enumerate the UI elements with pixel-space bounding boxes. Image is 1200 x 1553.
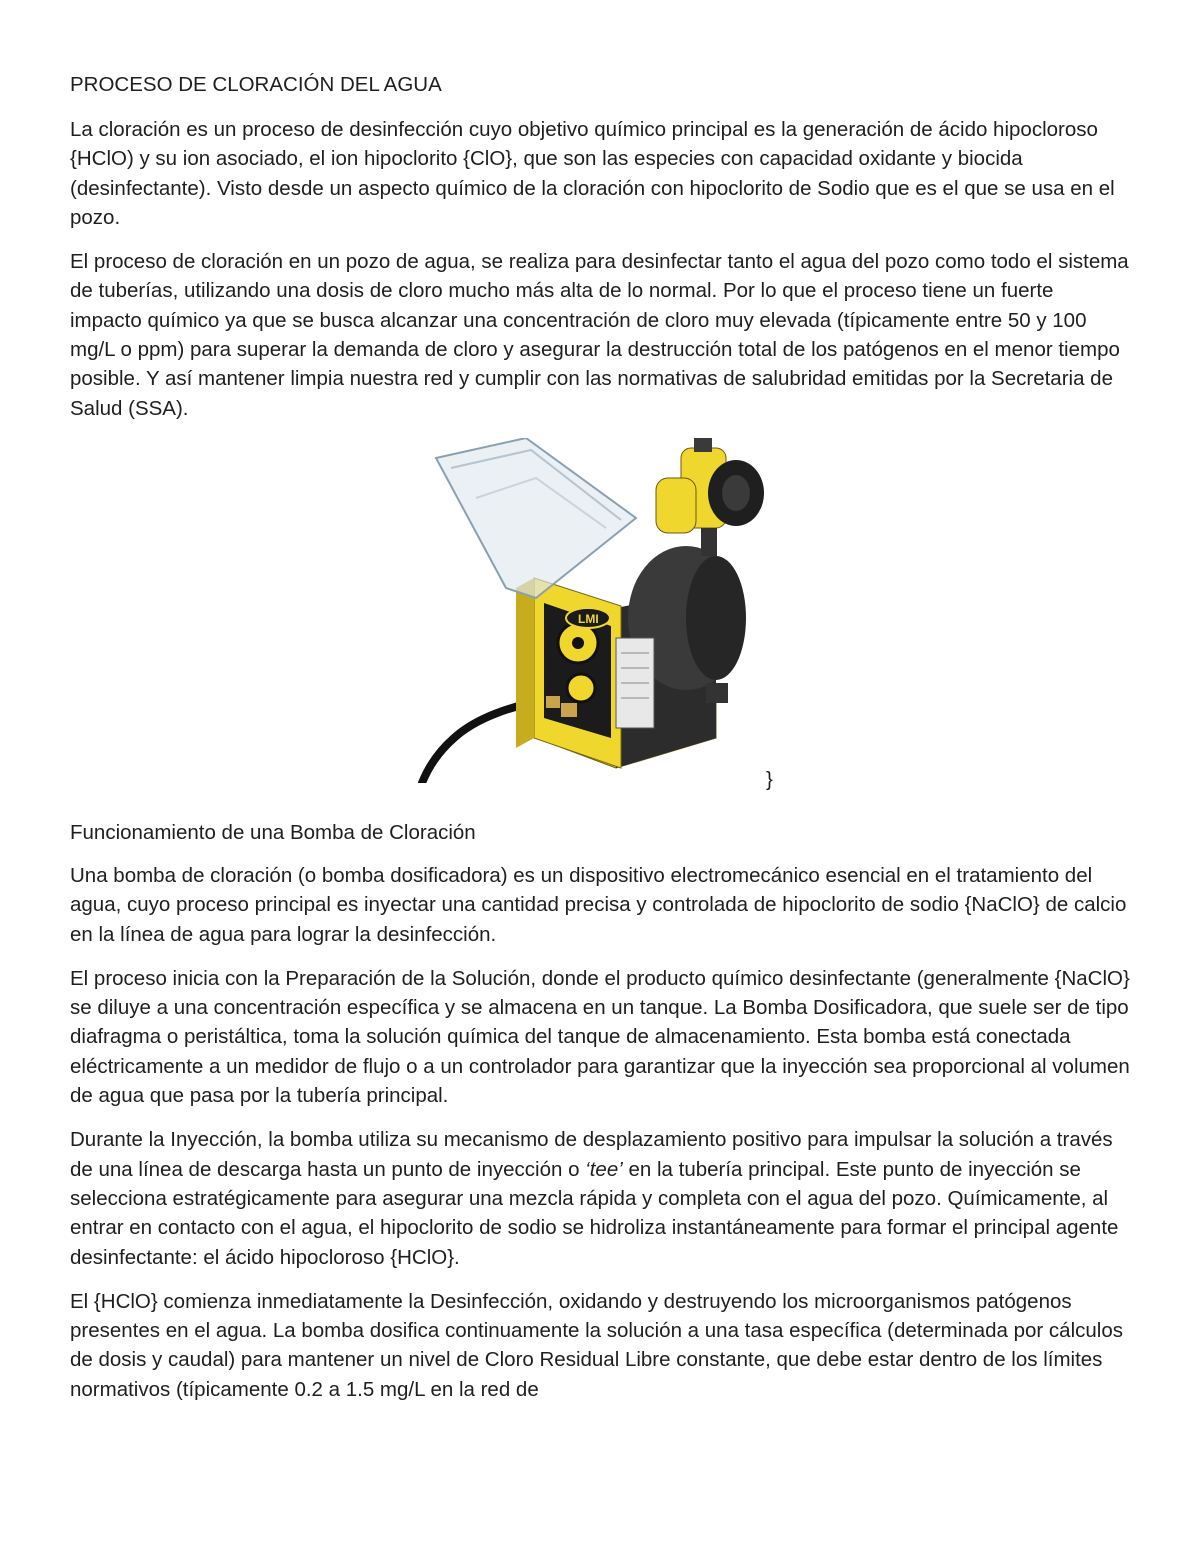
injection-text-after: en la tubería principal. Este punto de inyección se selecciona estratégicamente para asegurar una mezcla rápida y completa con el agua del pozo. Químicamente, al entrar en contacto con el agua, el hipoclorito de sodio se hidroliza instantáneamente para formar el principal agente desinfectante: el ácido hipocloroso {HClO}.: [70, 1157, 1119, 1269]
injection-text-before: Durante la Inyección, la bomba utiliza su mecanismo de desplazamiento positivo para impulsar la solución a través de una línea de descarga hasta un punto de inyección o: [70, 1128, 1113, 1181]
injection-text-italic: ‘tee’: [585, 1157, 623, 1181]
intro-paragraph-2: El proceso de cloración en un pozo de agua, se realiza para desinfectar tanto el agua del pozo como todo el sistema de tuberías, utilizando una dosis de cloro mucho más alta de lo normal. Por lo que el proceso tiene un fuerte impacto químico ya que se busca alcanzar una concentración de cloro muy elevada (típicamente entre 50 y 100 mg/L o ppm) para superar la demanda de cloro y asegurar la destrucción total de los patógenos en el menor tiempo posible. Y así mantener limpia nuestra red y cumplir con las normativas de salubridad emitidas por la Secretaria de Salud (SSA).: [70, 250, 1129, 420]
trailing-brace: }: [766, 767, 773, 791]
dosing-pump-photo: [416, 438, 786, 783]
disinfection-paragraph: El {HClO} comienza inmediatamente la Desinfección, oxidando y destruyendo los microorganismos patógenos presentes en el agua. La bomba dosifica continuamente la solución a una tasa específica (determinada por cálculos de dosis y caudal) para mantener un nivel de Cloro Residual Libre constante, que debe estar dentro de los límites normativos (típicamente 0.2 a 1.5 mg/L en la red de: [70, 1289, 1123, 1401]
intro-paragraph-1: La cloración es un proceso de desinfección cuyo objetivo químico principal es la generación de ácido hipocloroso {HClO) y su ion asociado, el ion hipoclorito {ClO}, que son las especies con capacidad oxidante y biocida (desinfectante). Visto desde un aspecto químico de la cloración con hipoclorito de Sodio que es el que se usa en el pozo.: [70, 118, 1115, 229]
section-subtitle: Funcionamiento de una Bomba de Cloración: [70, 820, 476, 844]
figure-container: [70, 438, 1130, 810]
injection-paragraph: [70, 1125, 1130, 1271]
preparation-paragraph: El proceso inicia con la Preparación de la Solución, donde el producto químico desinfectante (generalmente {NaClO} se diluye a una concentración específica y se almacena en un tanque. La Bomba Dosificadora, que suele ser de tipo diafragma o peristáltica, toma la solución química del tanque de almacenamiento. Esta bomba está conectada eléctricamente a un medidor de flujo o a un controlador para garantizar que la inyección sea proporcional al volumen de agua que pasa por la tubería principal.: [70, 966, 1130, 1108]
function-paragraph: Una bomba de cloración (o bomba dosificadora) es un dispositivo electromecánico esencial en el tratamiento del agua, cuyo proceso principal es inyectar una cantidad precisa y controlada de hipoclorito de sodio {NaClO} de calcio en la línea de agua para lograr la desinfección.: [70, 863, 1127, 946]
document-page: [70, 70, 1130, 1419]
document-title: PROCESO DE CLORACIÓN DEL AGUA: [70, 73, 442, 96]
brand-label: LMI: [578, 611, 599, 626]
